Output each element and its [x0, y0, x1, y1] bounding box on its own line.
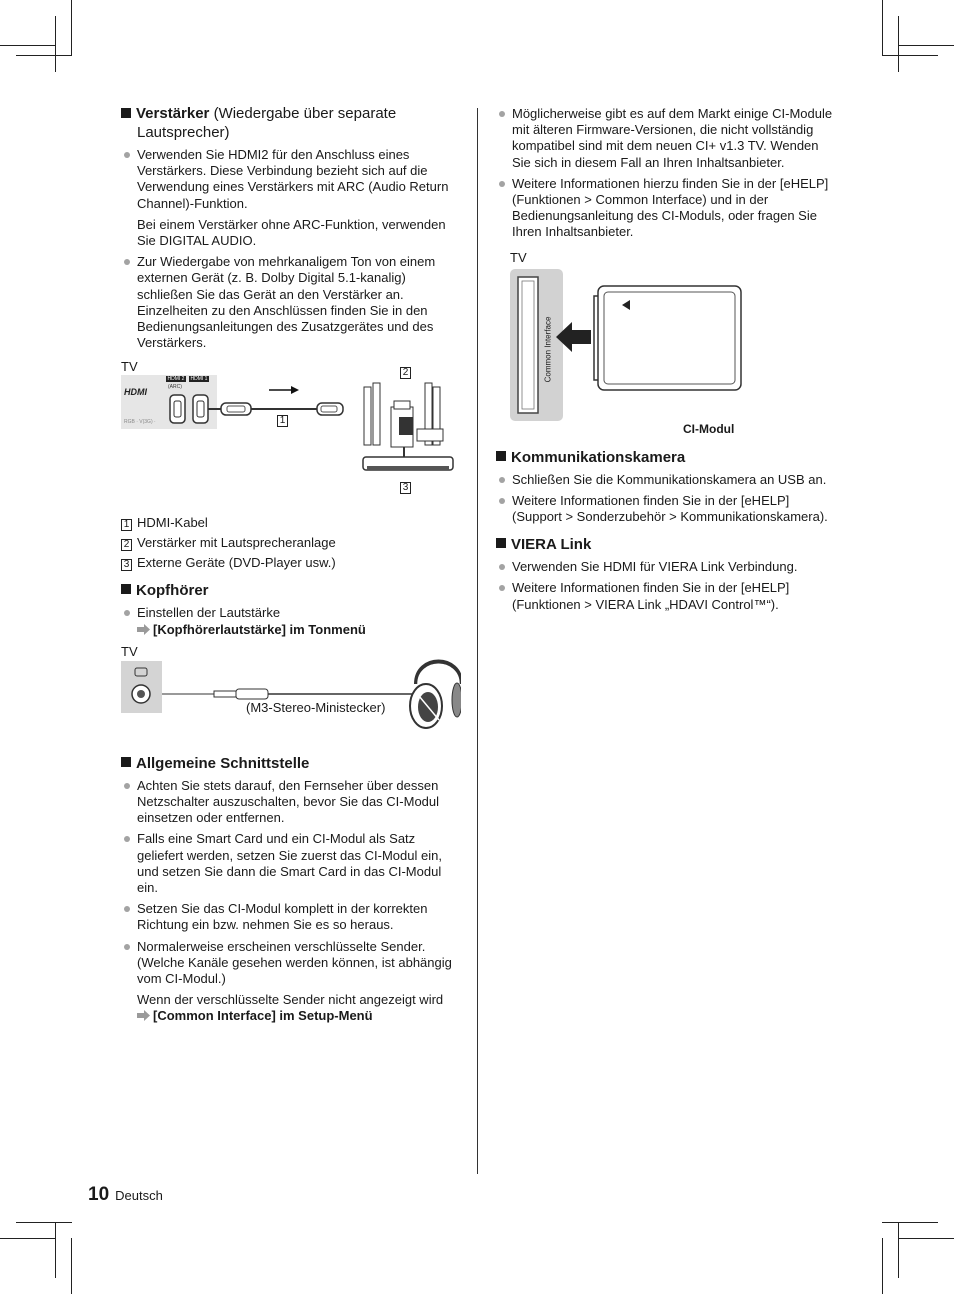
ci-module-diagram: [496, 250, 836, 440]
amplifier-subtitle: (Wiedergabe über separate Lautsprecher): [137, 105, 397, 141]
list-item: Weitere Informationen finden Sie in der [eHELP] (Funktionen > VIERA Link „HDAVI Control™“).: [496, 580, 836, 612]
amplifier-bullets-2: [121, 254, 461, 351]
list-item: Setzen Sie das CI-Modul komplett in der korrekten Richtung ein bzw. nehmen Sie es so heraus.: [121, 901, 461, 933]
crop-mark: [16, 55, 72, 56]
crop-mark: [899, 1238, 954, 1239]
arrow-right-icon: [137, 624, 150, 635]
hdmi-logo: HDMI: [124, 387, 147, 398]
viera-link-title: VIERA Link: [511, 536, 592, 554]
viera-link-heading: [496, 535, 836, 554]
camera-heading: [496, 448, 836, 467]
crop-mark: [899, 45, 954, 46]
headphones-bullets: [121, 605, 461, 637]
right-column: [496, 104, 836, 613]
amplifier-bullets: [121, 147, 461, 212]
language-label: Deutsch: [115, 1188, 163, 1203]
list-item: Verwenden Sie HDMI2 für den Anschluss eines Verstärkers. Diese Verbindung bezieht sich auf die Verwendung eines Verstärkers mit ARC (Audio Return Channel)-Funktion.: [121, 147, 461, 212]
page-number: 10: [88, 1184, 110, 1205]
legend-item: [121, 535, 461, 551]
square-bullet-icon: [496, 538, 506, 548]
legend-number: 1: [121, 519, 132, 531]
common-interface-bullets: [121, 778, 461, 987]
crop-mark: [16, 1222, 72, 1223]
crop-mark: [71, 1238, 72, 1294]
camera-bullets: [496, 472, 836, 526]
common-interface-note-text: Wenn der verschlüsselte Sender nicht angezeigt wird: [137, 992, 444, 1008]
camera-title: Kommunikationskamera: [511, 448, 686, 466]
amplifier-title: Verstärker: [136, 105, 210, 122]
crop-mark: [55, 16, 56, 72]
panel-small-label: RGB · V(3G) ·: [124, 419, 156, 426]
menu-reference-text: [Common Interface] im Setup-Menü: [153, 1008, 373, 1024]
list-item: Achten Sie stets darauf, den Fernseher über dessen Netzschalter auszuschalten, bevor Sie das CI-Modul einsetzen oder entfernen.: [121, 778, 461, 827]
ci-extra-bullets: [496, 106, 836, 241]
headphones-bullet-text: Einstellen der Lautstärke: [137, 605, 281, 621]
viera-link-bullets: [496, 559, 836, 613]
amplifier-note: Bei einem Verstärker ohne ARC-Funktion, verwenden Sie DIGITAL AUDIO.: [137, 216, 446, 249]
page-footer: [88, 1184, 163, 1206]
arc-label: (ARC): [168, 384, 182, 391]
square-bullet-icon: [121, 108, 131, 118]
headphones-diagram: [121, 644, 461, 748]
crop-mark: [0, 45, 55, 46]
port-label-hdmi2: HDMI 2: [167, 376, 185, 383]
plug-caption: (M3-Stereo-Ministecker): [246, 699, 386, 715]
list-item: Verwenden Sie HDMI für VIERA Link Verbindung.: [496, 559, 836, 575]
menu-reference-text: [Kopfhörerlautstärke] im Tonmenü: [153, 621, 366, 637]
legend-text: HDMI-Kabel: [137, 515, 208, 531]
legend-item: [121, 515, 461, 531]
menu-reference: [137, 1008, 461, 1024]
square-bullet-icon: [496, 451, 506, 461]
callout-1: 1: [277, 415, 288, 427]
crop-mark: [882, 0, 883, 56]
tv-label: TV: [121, 643, 138, 659]
square-bullet-icon: [121, 584, 131, 594]
tv-label: TV: [510, 249, 527, 265]
common-interface-slot-label: Common Interface: [543, 316, 553, 383]
list-item: Weitere Informationen finden Sie in der [eHELP] (Support > Sonderzubehör > Kommunikationskamera).: [496, 493, 836, 525]
list-item: Normalerweise erscheinen verschlüsselte Sender. (Welche Kanäle gesehen werden können, ist abhängig vom CI-Modul.): [121, 939, 461, 988]
crop-mark: [882, 1238, 883, 1294]
amplifier-legend: [121, 515, 461, 571]
tv-label: TV: [121, 359, 138, 375]
callout-2: 2: [400, 367, 411, 379]
legend-number: 3: [121, 559, 132, 571]
amplifier-heading: [121, 104, 461, 142]
arrow-right-icon: [137, 1010, 150, 1021]
list-item: Weitere Informationen hierzu finden Sie in der [eHELP] (Funktionen > Common Interface) und in der Bedienungsanleitung des CI-Moduls, oder fragen Sie Ihren Inhaltsanbieter.: [496, 176, 836, 241]
callout-3: 3: [400, 482, 411, 494]
legend-text: Verstärker mit Lautsprecheranlage: [137, 535, 336, 551]
list-item: Falls eine Smart Card und ein CI-Modul als Satz geliefert werden, setzen Sie zuerst das CI-Modul ein, und setzen Sie dann die Smart Card in das CI-Modul ein.: [121, 831, 461, 896]
crop-mark: [55, 1222, 56, 1278]
left-column: [121, 104, 461, 1025]
ci-module-caption: CI-Modul: [683, 421, 735, 436]
headphones-heading: [121, 581, 461, 600]
common-interface-heading: [121, 754, 461, 773]
list-item: Schließen Sie die Kommunikationskamera an USB an.: [496, 472, 836, 488]
crop-mark: [898, 1222, 899, 1278]
headphones-connection-diagram: [121, 644, 461, 748]
column-divider: [477, 108, 478, 1174]
crop-mark: [71, 0, 72, 56]
crop-mark: [882, 1222, 938, 1223]
square-bullet-icon: [121, 757, 131, 767]
amplifier-diagram: [121, 359, 461, 511]
list-item: [121, 605, 461, 637]
crop-mark: [0, 1238, 55, 1239]
port-label-hdmi1: HDMI 1: [190, 376, 208, 383]
legend-item: [121, 555, 461, 571]
list-item: Möglicherweise gibt es auf dem Markt einige CI-Module mit älteren Firmware-Versionen, die nicht vollständig kompatibel sind mit dem neuen CI+ v1.3 TV. Wenden Sie sich in diesem Fall an Ihren Inhaltsanbieter.: [496, 106, 836, 171]
crop-mark: [882, 55, 938, 56]
legend-text: Externe Geräte (DVD-Player usw.): [137, 555, 336, 571]
common-interface-title: Allgemeine Schnittstelle: [136, 754, 310, 772]
headphones-title: Kopfhörer: [136, 582, 209, 600]
common-interface-note: [121, 992, 461, 1024]
crop-mark: [898, 16, 899, 72]
legend-number: 2: [121, 539, 132, 551]
menu-reference: [137, 622, 461, 638]
list-item: Zur Wiedergabe von mehrkanaligem Ton von einem externen Gerät (z. B. Dolby Digital 5.1-kanalig) schließen Sie das Gerät an den Verstärker an. Einzelheiten zu den Anschlüssen finden Sie in den Bedienungsanleitungen des Zusatzgerätes und des Verstärkers.: [121, 254, 461, 351]
